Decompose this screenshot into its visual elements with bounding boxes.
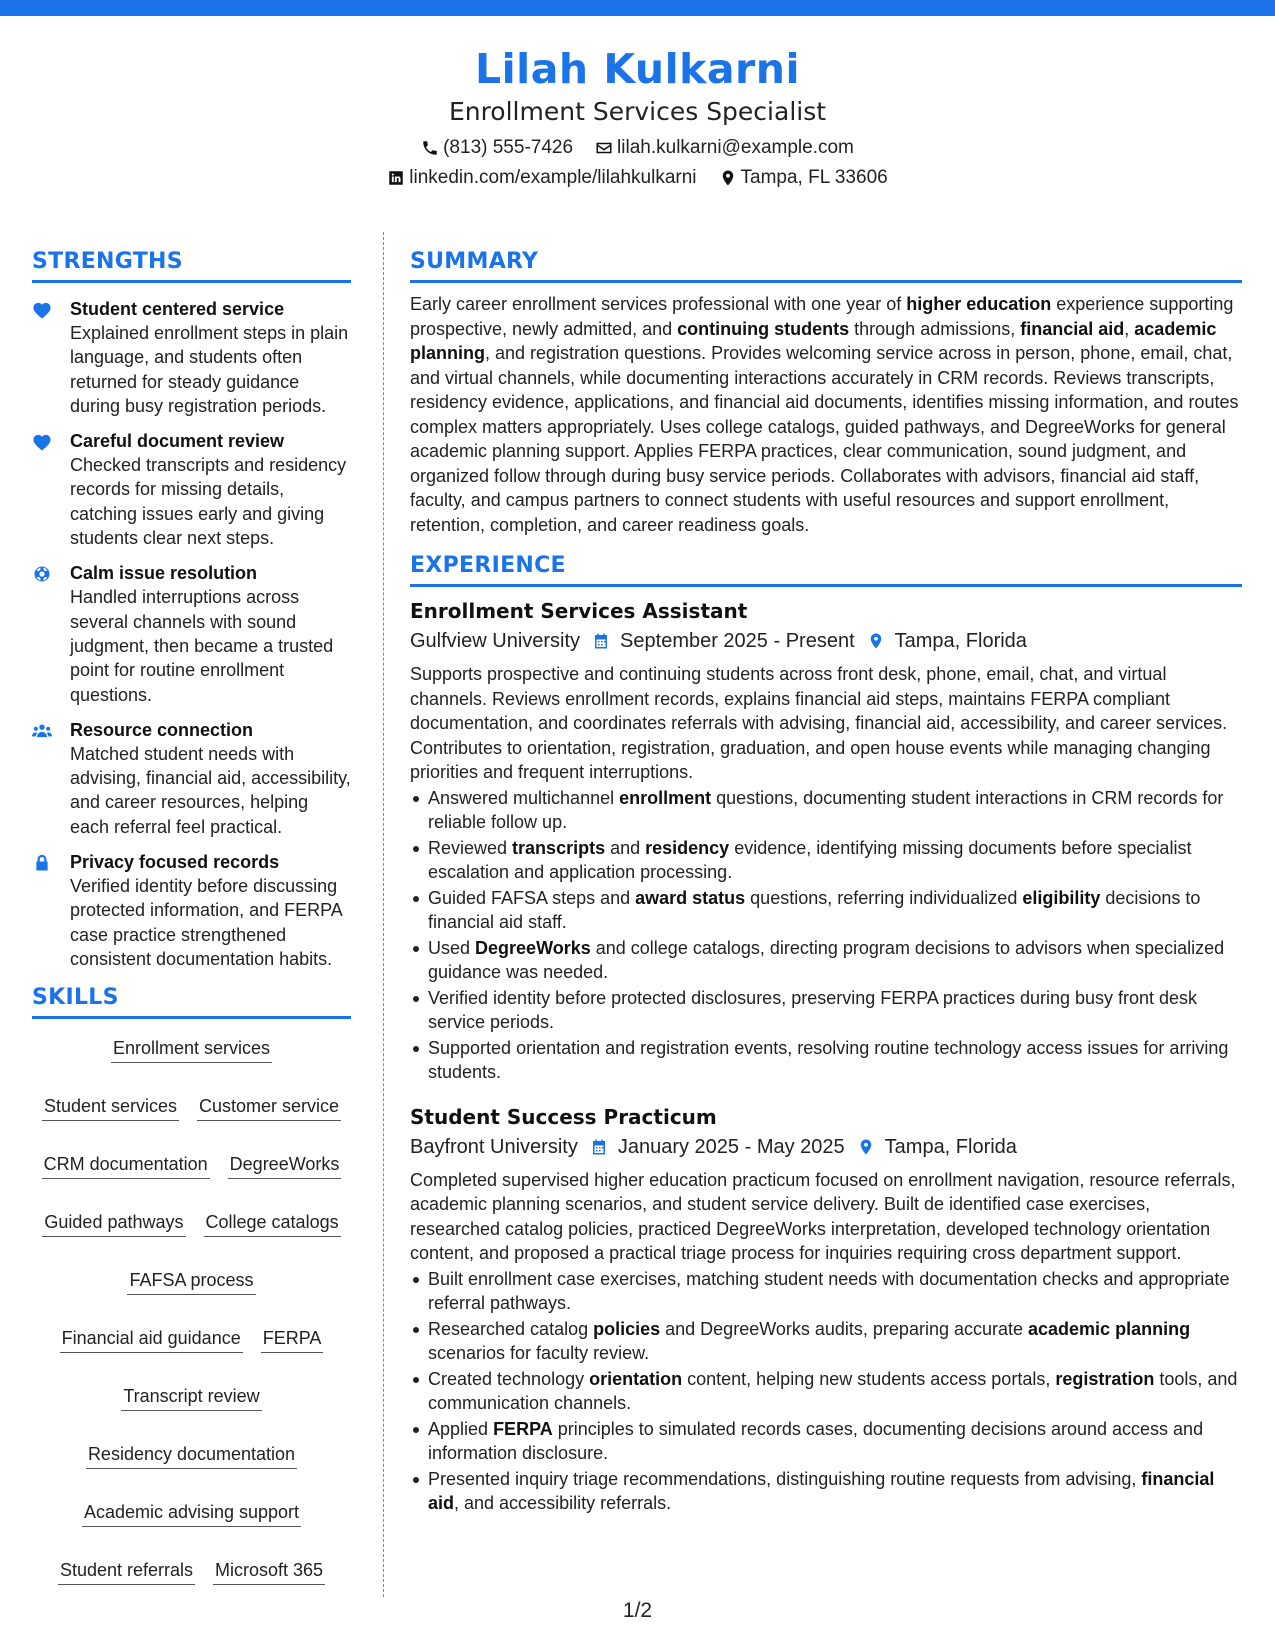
bullet-item [410, 1367, 1242, 1416]
strength-title: Student centered service [70, 299, 285, 319]
text-run: Created technology [428, 1368, 590, 1389]
strength-title: Resource connection [70, 719, 254, 740]
skill-tag: Residency documentation [86, 1441, 297, 1469]
bold-text: academic planning [410, 318, 1217, 363]
experience-heading: EXPERIENCE [410, 551, 1242, 587]
bold-text: registration [1055, 1368, 1155, 1389]
phone-icon [421, 139, 439, 157]
calendar-icon [592, 632, 610, 650]
text-run: decisions to financial aid staff. [428, 887, 1201, 932]
text-run: Applied [428, 1418, 494, 1439]
text-run: experience supporting prospective, newly admitted, and [410, 294, 1234, 339]
job-entry [410, 1103, 1242, 1516]
left-column [32, 247, 351, 1585]
contact-row-2 [0, 163, 1275, 193]
bold-text: orientation [589, 1368, 683, 1389]
strength-desc: Handled interruptions across several channels with sound judgment, then became a trusted point for routine enrollment questions. [70, 587, 334, 705]
skill-tag: Student services [42, 1093, 179, 1121]
strength-title: Careful document review [70, 431, 285, 452]
map-pin-icon [867, 632, 885, 650]
text-run: , [1124, 318, 1135, 339]
text-run: questions, documenting student interactions in CRM records for reliable follow up. [428, 787, 1224, 832]
text-run: , and registration questions. Provides welcoming service across in person, phone, email, chat, and virtual channels, while documenting interactions accurately in CRM records. Reviews transcripts, residency evidence, applications, and financial aid documents, identifies missing information, and routes complex matters appropriately. Uses college catalogs, guided pathways, and DegreeWorks for general academic planning support. Applies FERPA practices, clear communication, sound judgment, and organized follow through during busy service periods. Collaborates with advisors, financial aid staff, faculty, and campus partners to connect students with useful resources and support enrollment, retention, completion, and career readiness goals. [410, 343, 1239, 535]
location-text: Tampa, FL 33606 [740, 167, 888, 188]
job-title: Student Success Practicum [410, 1104, 717, 1129]
job-meta [410, 626, 1242, 656]
skill-tag: FAFSA process [127, 1267, 255, 1295]
text-run: Guided FAFSA steps and [428, 887, 636, 908]
phone-contact [421, 133, 573, 163]
text-run: Used [428, 937, 476, 958]
job-meta [410, 1132, 1242, 1162]
map-pin-icon [719, 169, 737, 187]
bold-text: financial aid [1020, 318, 1125, 339]
resume-header [0, 44, 1275, 193]
skill-tag: College catalogs [204, 1209, 341, 1237]
bold-text: transcripts [512, 837, 606, 858]
linkedin-contact[interactable] [387, 163, 696, 193]
text-run: Supported orientation and registration events, resolving routine technology access issues for arriving students. [428, 1037, 1229, 1082]
text-run: Built enrollment case exercises, matching student needs with documentation checks and appropriate referral pathways. [428, 1268, 1230, 1313]
right-column [410, 247, 1242, 1517]
linkedin-text: linkedin.com/example/lilahkulkarni [409, 167, 697, 188]
bullet-item [410, 786, 1242, 835]
phone-text: (813) 555-7426 [443, 137, 574, 158]
contact-row-1 [0, 133, 1275, 163]
bold-text: eligibility [1022, 887, 1101, 908]
skills-heading: SKILLS [32, 983, 351, 1019]
text-run: tools, and communication channels. [428, 1368, 1238, 1413]
lock-icon [32, 854, 52, 872]
heart-icon [32, 433, 52, 451]
text-run: principles to simulated records cases, documenting decisions around access and information disclosure. [428, 1418, 1204, 1463]
bold-text: residency [645, 837, 730, 858]
strengths-list [32, 297, 351, 971]
bold-text: academic planning [1028, 1318, 1191, 1339]
skills-list [32, 1035, 351, 1585]
text-run: Researched catalog [428, 1318, 594, 1339]
skills-section [32, 983, 351, 1585]
strength-item [32, 561, 351, 706]
text-run: and [605, 837, 646, 858]
linkedin-icon [387, 169, 405, 187]
bullet-item [410, 1036, 1242, 1085]
life-ring-icon [32, 565, 52, 583]
text-run: content, helping new students access portals, [682, 1368, 1056, 1389]
skill-tag: Financial aid guidance [60, 1325, 243, 1353]
text-run: Verified identity before protected disclosures, preserving FERPA practices during busy front desk service periods. [428, 987, 1198, 1032]
text-run: evidence, identifying missing documents before specialist escalation and application processing. [428, 837, 1192, 882]
text-run: and college catalogs, directing program decisions to advisors when specialized guidance was needed. [428, 937, 1225, 982]
text-run: and DegreeWorks audits, preparing accurate [660, 1318, 1029, 1339]
job-bullets [410, 786, 1242, 1085]
strength-desc: Checked transcripts and residency records for missing details, catching issues early and giving students clear next steps. [70, 455, 347, 549]
bullet-item [410, 1417, 1242, 1466]
skill-tag: DegreeWorks [228, 1151, 342, 1179]
skill-tag: Enrollment services [111, 1035, 272, 1063]
bullet-item [410, 936, 1242, 985]
strength-item [32, 718, 351, 839]
job-dates: January 2025 - May 2025 [617, 1135, 845, 1158]
job-location: Tampa, Florida [884, 1135, 1017, 1158]
email-text: lilah.kulkarni@example.com [617, 137, 854, 158]
bullet-item [410, 986, 1242, 1035]
job-description: Completed supervised higher education practicum focused on enrollment navigation, resource referrals, academic planning scenarios, and student service delivery. Built de identified case exercises, researched catalog policies, practiced DegreeWorks interpretation, developed technology orientation content, and proposed a practical triage process for inquiries requiring cross department support. [410, 1169, 1236, 1263]
users-icon [32, 722, 52, 740]
job-bullets [410, 1267, 1242, 1516]
email-contact[interactable] [595, 133, 854, 163]
map-pin-icon [857, 1138, 875, 1156]
bold-text: DegreeWorks [475, 937, 591, 958]
page-number: 1/2 [622, 1599, 653, 1622]
strength-title: Calm issue resolution [70, 563, 258, 584]
text-run: through admissions, [849, 318, 1021, 339]
bold-text: policies [593, 1318, 661, 1339]
bullet-item [410, 886, 1242, 935]
text-run: questions, referring individualized [745, 887, 1023, 908]
skill-tag: Microsoft 365 [213, 1557, 325, 1585]
job-location: Tampa, Florida [894, 630, 1027, 652]
job-title: Enrollment Services Assistant [410, 599, 748, 623]
summary-text [410, 292, 1242, 537]
strength-desc: Matched student needs with advising, financial aid, accessibility, and career resources, helping each referral feel practical. [70, 743, 351, 837]
text-run: Early career enrollment services professional with one year of [410, 294, 907, 314]
text-run: Reviewed [428, 837, 513, 858]
bullet-item [410, 1467, 1242, 1516]
job-dates: September 2025 - Present [620, 630, 855, 652]
text-run: Presented inquiry triage recommendations, distinguishing routine requests from advising, [428, 1468, 1142, 1489]
column-divider [383, 232, 384, 1597]
skill-tag: CRM documentation [42, 1151, 210, 1179]
bold-text: continuing students [677, 318, 850, 339]
location-contact [719, 163, 888, 193]
strength-item [32, 429, 351, 550]
strength-title: Privacy focused records [70, 852, 280, 873]
bold-text: enrollment [619, 787, 712, 808]
strength-desc: Verified identity before discussing protected information, and FERPA case practice strengthened consistent documentation habits. [70, 876, 342, 969]
bullet-item [410, 836, 1242, 885]
strength-desc: Explained enrollment steps in plain language, and students often returned for steady guidance during busy registration periods. [70, 323, 349, 416]
top-accent-bar [0, 0, 1275, 16]
summary-heading: SUMMARY [410, 247, 1242, 283]
job-org: Bayfront University [410, 1135, 578, 1158]
bold-text: FERPA [493, 1418, 553, 1439]
bold-text: award status [635, 887, 746, 908]
job-description: Supports prospective and continuing students across front desk, phone, email, chat, and virtual channels. Reviews enrollment records, explains financial aid steps, maintains FERPA compliant documentation, and coordinates referrals with advising, financial aid, accessibility, and career services. Contributes to orientation, registration, graduation, and open house events while managing changing priorities and frequent interruptions. [410, 664, 1228, 782]
job-entry [410, 597, 1242, 1085]
strength-item [32, 297, 351, 418]
skill-tag: Transcript review [121, 1383, 261, 1411]
job-org: Gulfview University [410, 630, 581, 652]
skill-tag: FERPA [261, 1325, 324, 1353]
skill-tag: Customer service [197, 1093, 341, 1121]
skill-tag: Guided pathways [42, 1209, 185, 1237]
bold-text: financial aid [428, 1468, 1215, 1513]
skill-tag: Academic advising support [82, 1499, 301, 1527]
envelope-icon [595, 139, 613, 157]
strength-item [32, 850, 351, 971]
experience-section [410, 551, 1242, 1516]
calendar-icon [590, 1138, 608, 1156]
bullet-item [410, 1317, 1242, 1366]
text-run: scenarios for faculty review. [428, 1343, 650, 1363]
text-run: , and accessibility referrals. [454, 1493, 672, 1513]
candidate-role: Enrollment Services Specialist [448, 97, 827, 126]
bullet-item [410, 1267, 1242, 1316]
skill-tag: Student referrals [58, 1557, 195, 1585]
heart-icon [32, 301, 52, 319]
strengths-heading: STRENGTHS [32, 247, 351, 283]
bold-text: higher education [906, 294, 1052, 314]
text-run: Answered multichannel [428, 787, 620, 808]
candidate-name: Lilah Kulkarni [474, 45, 801, 93]
